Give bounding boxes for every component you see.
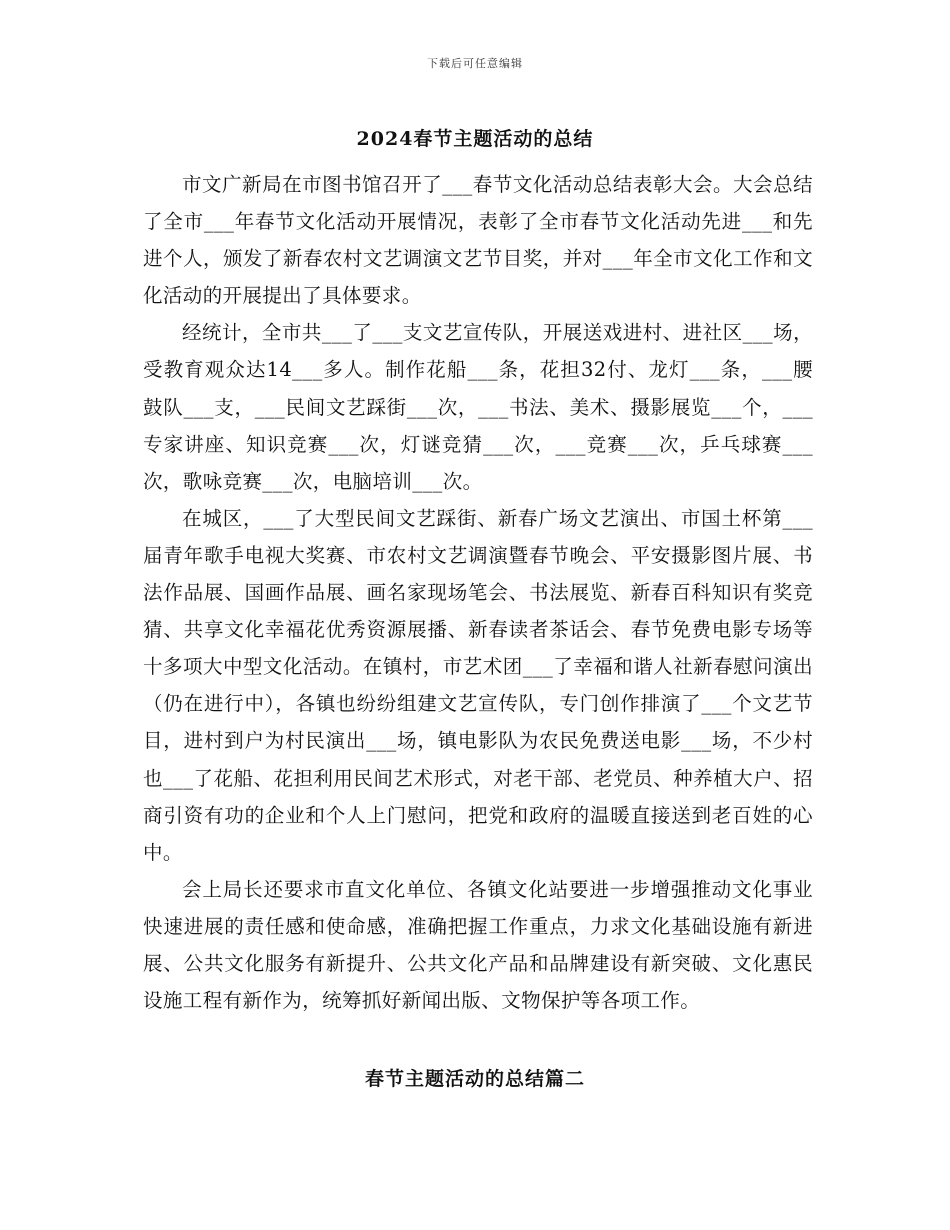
paragraph: 在城区，___了大型民间文艺踩街、新春广场文艺演出、市国土杯第___届青年歌手电视大奖赛、市农村文艺调演暨春节晚会、平安摄影图片展、书法作品展、国画作品展、画名家现场笔会、书法展览、新春百科知识有奖竞猜、共享文化幸福花优秀资源展播、新春读者茶话会、春节免费电影专场等十多项大中型文化活动。在镇村，市艺术团___了幸福和谐人社新春慰问演出（仍在进行中），各镇也纷纷组建文艺宣传队，专门创作排演了___个文艺节目，进村到户为村民演出___场，镇电影队为农民免费送电影___场，不少村也___了花船、花担利用民间艺术形式，对老干部、老党员、种养植大户、招商引资有功的企业和个人上门慰问，把党和政府的温暖直接送到老百姓的心中。 xyxy=(143,506,813,864)
paragraph: 市文广新局在市图书馆召开了___春节文化活动总结表彰大会。大会总结了全市___年春节文化活动开展情况，表彰了全市春节文化活动先进___和先进个人，颁发了新春农村文艺调演文艺节目奖，并对___年全市文化工作和文化活动的开展提出了具体要求。 xyxy=(143,173,813,308)
header-note: 下载后可任意编辑 xyxy=(427,57,523,70)
section-title: 春节主题活动的总结篇二 xyxy=(364,1068,585,1090)
paragraph: 经统计，全市共___了___支文艺宣传队，开展送戏进村、进社区___场，受教育观众达14___多人。制作花船___条，花担32付、龙灯___条，___腰鼓队___支，___民间文艺踩街___次，___书法、美术、摄影展览___个，___专家讲座、知识竞赛___次，灯谜竞猜___次，___竞赛___次，乒乓球赛___次，歌咏竞赛___次，电脑培训___次。 xyxy=(143,321,813,493)
document-body xyxy=(143,166,813,1019)
document-title: 2024春节主题活动的总结 xyxy=(356,128,594,150)
paragraph: 会上局长还要求市直文化单位、各镇文化站要进一步增强推动文化事业快速进展的责任感和使命感，准确把握工作重点，力求文化基础设施有新进展、公共文化服务有新提升、公共文化产品和品牌建设有新突破、文化惠民设施工程有新作为，统筹抓好新闻出版、文物保护等各项工作。 xyxy=(143,877,813,1013)
